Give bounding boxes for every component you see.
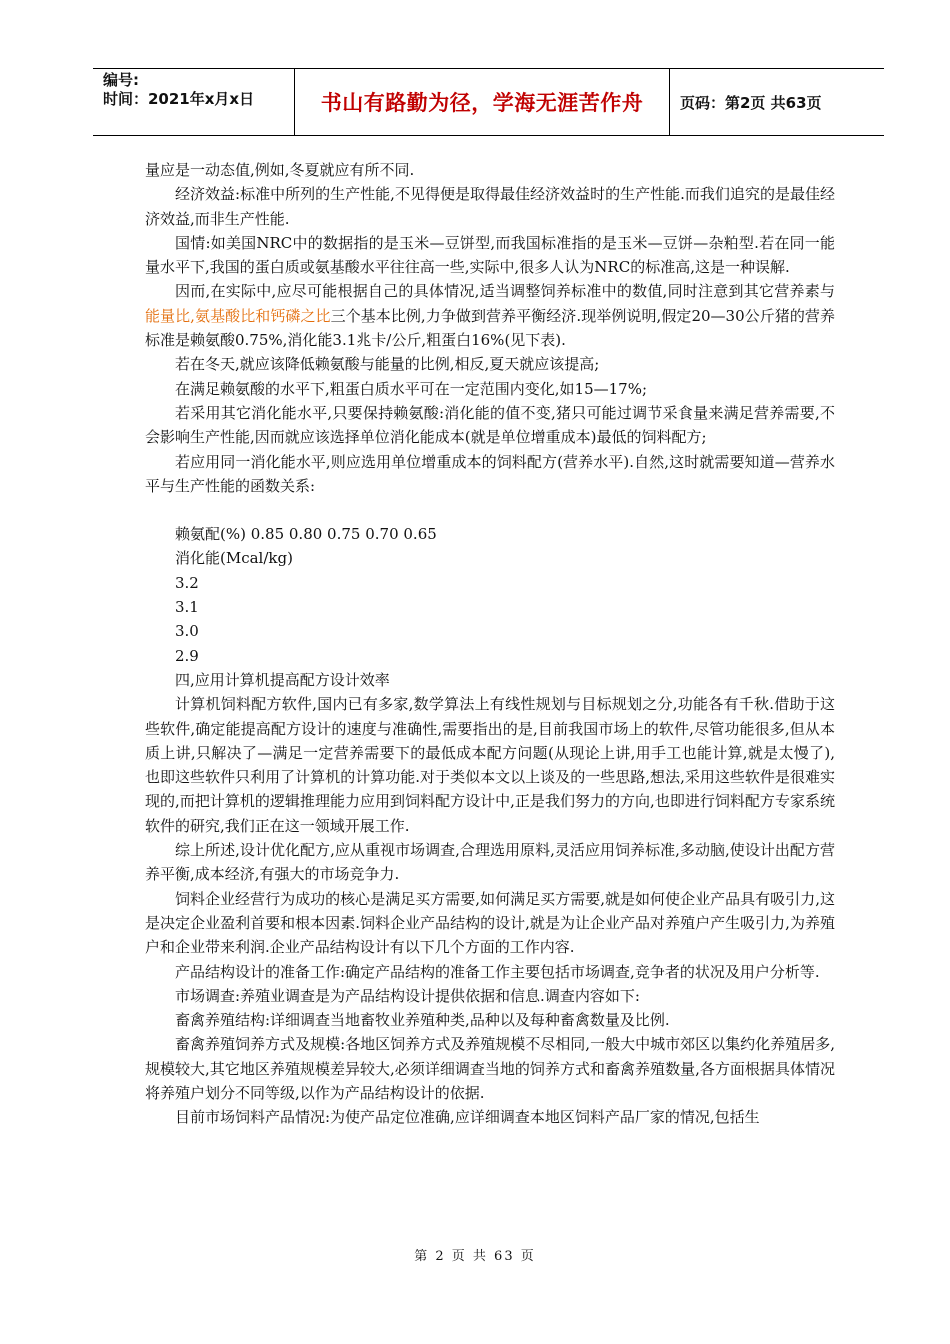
header-motto: 书山有路勤为径，学海无涯苦作舟: [295, 69, 670, 135]
paragraph: 若采用其它消化能水平,只要保持赖氨酸:消化能的值不变,猪只可能过调节采食量来满足营养需要,不会影响生产性能,因而就应该选择单位消化能成本(就是单位增重成本)最低的饲料配方;: [145, 403, 835, 447]
paragraph: 量应是一动态值,例如,冬夏就应有所不同.: [145, 161, 415, 179]
table-line: 3.1: [175, 598, 199, 617]
table-line: 2.9: [175, 646, 199, 665]
document-body: [145, 158, 835, 1130]
table-line: 赖氨配(%) 0.85 0.80 0.75 0.70 0.65: [175, 525, 437, 544]
paragraph: 畜禽养殖饲养方式及规模:各地区饲养方式及养殖规模不尽相同,一般大中城市郊区以集约化养殖居多,规模较大,其它地区养殖规模差异较大,必须详细调查当地的饲养方式和畜禽养殖数量,各方面根据具体情况将养殖户划分不同等级,以作为产品结构设计的依据.: [145, 1035, 835, 1102]
table-line: 3.0: [175, 622, 199, 641]
paragraph: 畜禽养殖结构:详细调查当地畜牧业养殖种类,品种以及每种畜禽数量及比例.: [175, 1011, 670, 1030]
text-run: 三个基本比例,力争做到营养平衡经济.现举例说明,假定20—30公斤猪的营养标准是赖氨酸0.75%,消化能3.1兆卡/公斤,粗蛋白16%(见下表).: [145, 306, 835, 350]
paragraph: 目前市场饲料产品情况:为使产品定位准确,应详细调查本地区饲料产品厂家的情况,包括生: [175, 1108, 760, 1127]
paragraph: 经济效益:标准中所列的生产性能,不见得便是取得最佳经济效益时的生产性能.而我们追究的是最佳经济效益,而非生产性能.: [145, 185, 835, 228]
table-line: 3.2: [175, 573, 199, 592]
paragraph: 综上所述,设计优化配方,应从重视市场调查,合理选用原料,灵活应用饲养标准,多动脑,使设计出配方营养平衡,成本经济,有强大的市场竞争力.: [145, 841, 835, 884]
highlighted-text: 能量比,氨基酸比和钙磷之比: [145, 306, 331, 325]
paragraph-with-highlight: [145, 279, 835, 352]
page-header: [93, 68, 884, 136]
header-page-number: 页码：第2页 共63页: [680, 93, 822, 112]
blank-line: [145, 498, 835, 522]
paragraph: 若在冬天,就应该降低赖氨酸与能量的比例,相反,夏天就应该提高;: [175, 355, 600, 374]
time-label: 时间：2021年x月x日: [103, 90, 255, 108]
paragraph: 市场调查:养殖业调查是为产品结构设计提供依据和信息.调查内容如下:: [175, 986, 640, 1005]
text-run: 因而,在实际中,应尽可能根据自己的具体情况,适当调整饲养标准中的数值,同时注意到其它营养素与: [175, 282, 835, 301]
paragraph: 产品结构设计的准备工作:确定产品结构的准备工作主要包括市场调查,竞争者的状况及用户分析等.: [175, 962, 820, 981]
header-meta: [93, 69, 295, 135]
paragraph: 计算机饲料配方软件,国内已有多家,数学算法上有线性规划与目标规划之分,功能各有千秋.借助于这些软件,确定能提高配方设计的速度与准确性,需要指出的是,目前我国市场上的软件,尽管功能很多,但从本质上讲,只解决了—满足一定营养需要下的最低成本配方问题(从现论上讲,用手工也能计算,就是太慢了),也即这些软件只利用了计算机的计算功能.对于类似本文以上谈及的一些思路,想法,采用这些软件是很难实现的,而把计算机的逻辑推理能力应用到饲料配方设计中,正是我们努力的方向,也即进行饲料配方专家系统软件的研究,我们正在这一领域开展工作.: [145, 695, 835, 835]
paragraph: 饲料企业经营行为成功的核心是满足买方需要,如何满足买方需要,就是如何使企业产品具有吸引力,这是决定企业盈利首要和根本因素.饲料企业产品结构的设计,就是为让企业产品对养殖户产生吸引力,为养殖户和企业带来利润.企业产品结构设计有以下几个方面的工作内容.: [145, 889, 835, 957]
paragraph: 在满足赖氨酸的水平下,粗蛋白质水平可在一定范围内变化,如15—17%;: [175, 379, 648, 398]
number-label: 编号:: [103, 71, 139, 89]
paragraph: 若应用同一消化能水平,则应选用单位增重成本的饲料配方(营养水平).自然,这时就需要知道—营养水平与生产性能的函数关系:: [145, 452, 835, 495]
section-title: 四,应用计算机提高配方设计效率: [175, 670, 390, 689]
page-footer: 第 2 页 共 63 页: [414, 1249, 536, 1264]
table-line: 消化能(Mcal/kg): [175, 549, 293, 568]
paragraph: 国情:如美国NRC中的数据指的是玉米—豆饼型,而我国标准指的是玉米—豆饼—杂粕型.若在同一能量水平下,我国的蛋白质或氨基酸水平往往高一些,实际中,很多人认为NRC的标准高,这是一种误解.: [145, 233, 835, 277]
